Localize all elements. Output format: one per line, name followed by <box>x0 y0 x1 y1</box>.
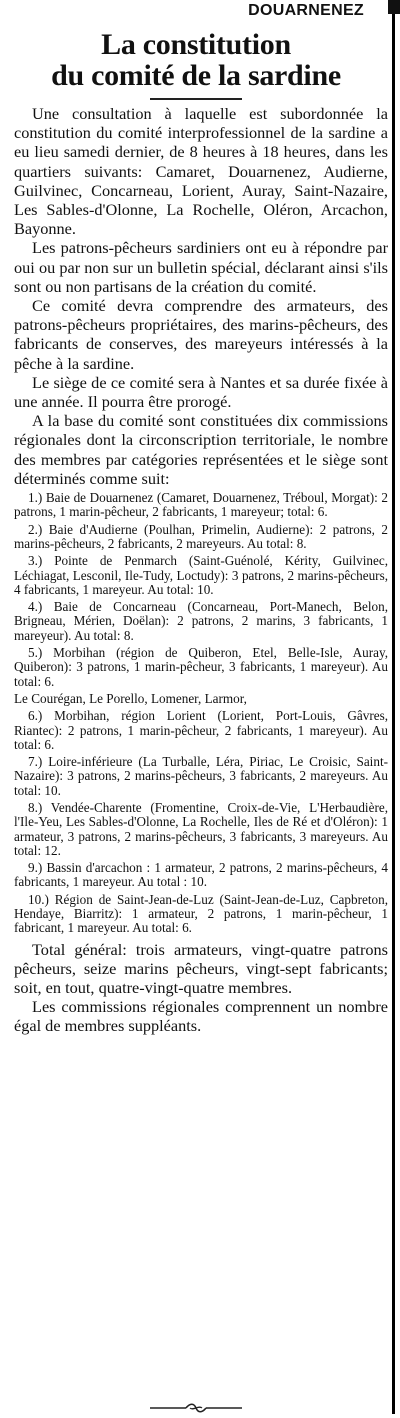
headline <box>0 29 392 91</box>
list-item: 5.) Morbihan (région de Quiberon, Etel, Belle-Isle, Auray, Quiberon): 3 patrons, 1 marin-pêcheur, 3 fabricants, 1 mareyeur). Au total: 6. <box>14 645 388 689</box>
list-item: 3.) Pointe de Penmarch (Saint-Guénolé, Kérity, Guilvinec, Léchiagat, Lesconil, Ile-Tudy, Loctudy): 3 patrons, 2 marins-pêcheurs, 4 fabricants, 1 mareyeur. Au total: 10. <box>14 553 388 597</box>
paragraph-2: Les patrons-pêcheurs sardiniers ont eu à répondre par oui ou par non sur un bulletin spécial, déclarant ainsi s'ils sont ou non partisans de la création du comité. <box>14 238 388 296</box>
list-item: 2.) Baie d'Audierne (Poulhan, Primelin, Audierne): 2 patrons, 2 marins-pêcheurs, 2 fabricants, 2 mareyeurs. Au total: 8. <box>14 521 388 551</box>
list-item: 1.) Baie de Douarnenez (Camaret, Douarnenez, Tréboul, Morgat): 2 patrons, 1 marin-pêcheur, 2 fabricants, 1 mareyeur; total: 6. <box>14 490 388 520</box>
headline-line-1: La constitution <box>101 28 291 61</box>
list-item: 4.) Baie de Concarneau (Concarneau, Port-Manech, Belon, Brigneau, Mérien, Doëlan): 2 patrons, 2 marins, 3 fabricants, 1 mareyeur). Au total: 8. <box>14 599 388 643</box>
headline-divider <box>150 98 242 100</box>
paragraph-5: A la base du comité sont constituées dix commissions régionales dont la circonscription territoriale, le nombre des membres par catégories représentées et le siège sont déterminés comme suit: <box>14 411 388 488</box>
list-item: 6.) Morbihan, région Lorient (Lorient, Port-Louis, Gâvres, Riantec): 2 patrons, 1 marin-pêcheur, 2 fabricants, 1 mareyeur). Au total: 6. <box>14 708 388 752</box>
paragraph-1: Une consultation à laquelle est subordonnée la constitution du comité interprofessionnel de la sardine a eu lieu samedi dernier, de 8 heures à 18 heures, dans les quartiers suivants: Camaret, Douarnenez, Audierne, Guilvinec, Concarneau, Lorient, Auray, Saint-Nazaire, Les Sables-d'Olonne, La Rochelle, Oléron, Arcachon, Bayonne. <box>14 104 388 239</box>
column-rule <box>392 14 395 1414</box>
list-item: 9.) Bassin d'arcachon : 1 armateur, 2 patrons, 2 marins-pêcheurs, 4 fabricants, 1 mareyeur. Au total : 10. <box>14 860 388 890</box>
paragraph-4: Le siège de ce comité sera à Nantes et sa durée fixée à une année. Il pourra être prorogé. <box>14 372 388 412</box>
list-item: 8.) Vendée-Charente (Fromentine, Croix-de-Vie, L'Herbaudière, l'Ile-Yeu, Les Sables-d'Olonne, La Rochelle, Iles de Ré et d'Oléron): 1 armateur, 3 patrons, 2 marins-pêcheurs, 3 fabricants, 3 mareyeurs. Au total: 12. <box>14 800 388 858</box>
list-item-misplaced-line: Le Courégan, Le Porello, Lomener, Larmor, <box>14 690 247 706</box>
end-ornament <box>150 1402 242 1414</box>
article-body <box>14 104 388 1036</box>
closing-total: Total général: trois armateurs, vingt-quatre patrons pêcheurs, seize marins pêcheurs, vingt-sept fabricants; soit, en tout, quatre-vingt-quatre membres. <box>14 939 388 998</box>
list-item: 10.) Région de Saint-Jean-de-Luz (Saint-Jean-de-Luz, Capbreton, Hendaye, Biarritz): 1 armateur, 2 patrons, 1 marin-pêcheur, 1 fabricant, 1 mareyeur. Au total: 6. <box>14 891 388 936</box>
closing-substitutes: Les commissions régionales comprennent un nombre égal de membres suppléants. <box>14 997 388 1036</box>
list-item: 7.) Loire-inférieure (La Turballe, Léra, Piriac, Le Croisic, Saint-Nazaire): 3 patrons, 2 marins-pêcheurs, 3 fabricants, 2 mareyeurs. Au total: 10. <box>14 754 388 798</box>
paragraph-3: Ce comité devra comprendre des armateurs, des patrons-pêcheurs propriétaires, des marins-pêcheurs, des fabricants de conserves, des mareyeurs intéressés à la pêche à la sardine. <box>14 296 388 373</box>
headline-line-2: du comité de la sardine <box>51 59 341 92</box>
kicker-location: DOUARNENEZ <box>248 2 364 19</box>
